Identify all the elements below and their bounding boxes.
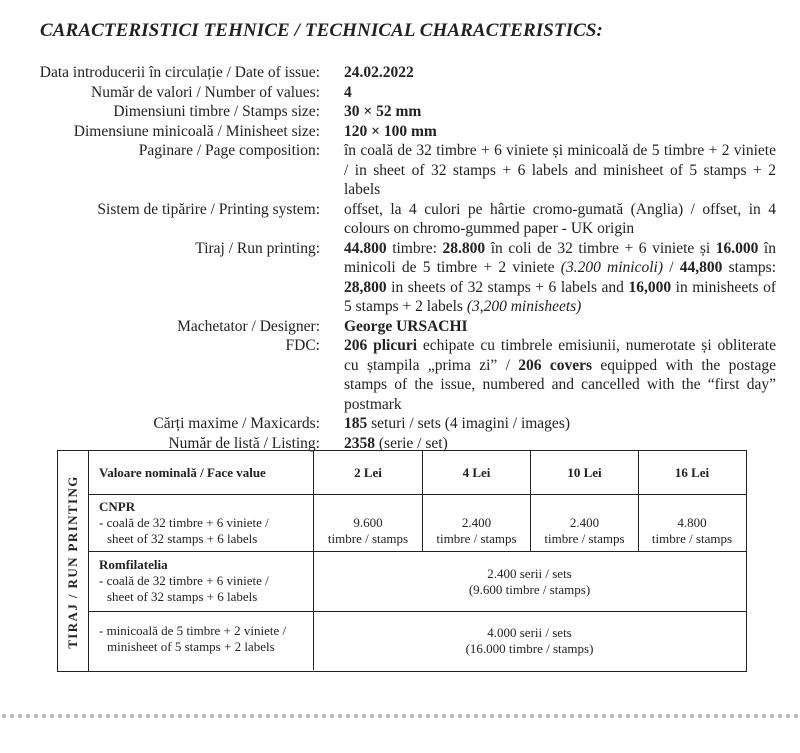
qty-unit: timbre / stamps xyxy=(544,531,625,546)
spec-row-page-composition xyxy=(0,141,800,200)
romfilatelia-desc-line: sheet of 32 stamps + 6 labels xyxy=(107,589,258,604)
romfilatelia-desc-line: - minicoală de 5 timbre + 2 viniete / xyxy=(99,623,287,638)
qty-unit: timbre / stamps xyxy=(651,531,733,546)
spec-value: George URSACHI xyxy=(344,317,468,335)
spec-row-stamp-size xyxy=(0,102,800,122)
run-printing-table xyxy=(57,450,747,672)
romfilatelia-desc-line: - coală de 32 timbre + 6 viniete / xyxy=(99,573,269,588)
spec-row-run xyxy=(0,239,800,317)
romfilatelia-minisheet-qty xyxy=(314,612,745,670)
qty-unit: (9.600 timbre / stamps) xyxy=(468,581,591,597)
cnpr-desc-line: - coală de 32 timbre + 6 viniete / xyxy=(99,515,269,530)
qty-unit: (16.000 timbre / stamps) xyxy=(465,641,594,656)
spec-label: Dimensiuni timbre / Stamps size: xyxy=(113,103,320,120)
qty-unit: timbre / stamps xyxy=(327,531,409,546)
spec-value: în coală de 32 timbre + 6 viniete și minicoală de 5 timbre + 2 viniete / in sheet of 32 stamps + 6 labels and minisheet of 5 stamps + 2 labels xyxy=(344,142,776,198)
spec-value: 24.02.2022 xyxy=(344,64,414,81)
spec-value: 120 × 100 mm xyxy=(344,122,437,140)
face-value-2-lei: 2 Lei xyxy=(354,464,382,480)
side-label: TIRAJ / RUN PRINTING xyxy=(65,475,80,649)
spec-value: 30 × 52 mm xyxy=(344,103,422,120)
spec-value: offset, la 4 culori pe hârtie cromo-gumată (Anglia) / offset, in 4 colours on chromo-gummed paper - UK origin xyxy=(344,200,776,237)
romfilatelia-sheet-qty xyxy=(314,552,745,611)
spec-label: Cărți maxime / Maxicards: xyxy=(153,415,320,432)
side-label-column xyxy=(58,451,89,671)
cnpr-desc-line: sheet of 32 stamps + 6 labels xyxy=(107,531,258,546)
cnpr-title: CNPR xyxy=(99,499,136,514)
qty-value: 2.400 serii / sets xyxy=(487,565,572,581)
dotted-divider xyxy=(0,712,800,720)
spec-row-values xyxy=(0,83,800,103)
qty-value: 4.800 xyxy=(677,515,707,530)
romfilatelia-title: Romfilatelia xyxy=(99,557,168,572)
qty-unit: timbre / stamps xyxy=(436,531,517,546)
spec-label: FDC: xyxy=(285,337,320,354)
spec-value: 206 plicuri echipate cu timbrele emisiunii, numerotate și obliterate cu ștampila „prima zi” / 206 covers equipped with the postage stamps of the issue, numbered and cancelled with the “first day” postmark xyxy=(344,337,776,413)
row-divider xyxy=(88,494,746,495)
qty-value: 2.400 xyxy=(461,515,492,530)
cnpr-qty-cell xyxy=(531,511,638,551)
cnpr-qty-cell xyxy=(423,511,530,551)
face-value-header: Valoare nominală / Face value xyxy=(99,464,266,480)
spec-label: Data introducerii în circulație / Date of issue: xyxy=(39,64,320,81)
romfilatelia-minisheet-description xyxy=(89,623,313,655)
qty-value: 2.400 xyxy=(569,515,600,530)
spec-row-printing xyxy=(0,200,800,239)
spec-label: Sistem de tipărire / Printing system: xyxy=(97,200,320,218)
spec-row-designer xyxy=(0,317,800,337)
spec-label: Tiraj / Run printing: xyxy=(195,239,320,257)
face-value-10-lei: 10 Lei xyxy=(567,464,602,480)
spec-row-fdc xyxy=(0,336,800,414)
romfilatelia-desc-line: minisheet of 5 stamps + 2 labels xyxy=(107,639,275,654)
spec-row-maxicards xyxy=(0,414,800,434)
specs-list xyxy=(0,63,800,453)
spec-row-date xyxy=(0,63,800,83)
spec-label: Număr de valori / Number of values: xyxy=(91,83,320,101)
romfilatelia-sheet-description xyxy=(89,557,313,605)
page-heading: CARACTERISTICI TEHNICE / TECHNICAL CHARACTERISTICS: xyxy=(40,20,603,41)
spec-label: Dimensiune minicoală / Minisheet size: xyxy=(73,122,320,140)
spec-label: Număr de listă / Listing: xyxy=(168,434,320,452)
spec-label: Machetator / Designer: xyxy=(177,317,320,335)
qty-value: 4.000 serii / sets xyxy=(487,625,572,640)
spec-value: 2358 (serie / set) xyxy=(344,434,448,452)
face-value-4-lei: 4 Lei xyxy=(462,464,491,480)
spec-label: Paginare / Page composition: xyxy=(138,142,320,159)
cnpr-qty-cell xyxy=(314,511,422,551)
spec-value: 44.800 timbre: 28.800 în coli de 32 timbre + 6 viniete și 16.000 în minicoli de 5 timbre + 2 viniete (3.200 minicoli) / 44,800 stamps: 28,800 in sheets of 32 stamps + 6 labels and 16,000 in minisheets of 5 stamps + 2 labels (3,200 minisheets) xyxy=(344,239,776,315)
spec-row-minisheet-size xyxy=(0,122,800,142)
face-value-16-lei: 16 Lei xyxy=(674,464,710,480)
cnpr-qty-cell xyxy=(639,511,745,551)
cnpr-description xyxy=(89,499,313,547)
qty-value: 9.600 xyxy=(353,515,383,530)
spec-value: 4 xyxy=(344,83,352,101)
spec-value: 185 seturi / sets (4 imagini / images) xyxy=(344,415,571,432)
